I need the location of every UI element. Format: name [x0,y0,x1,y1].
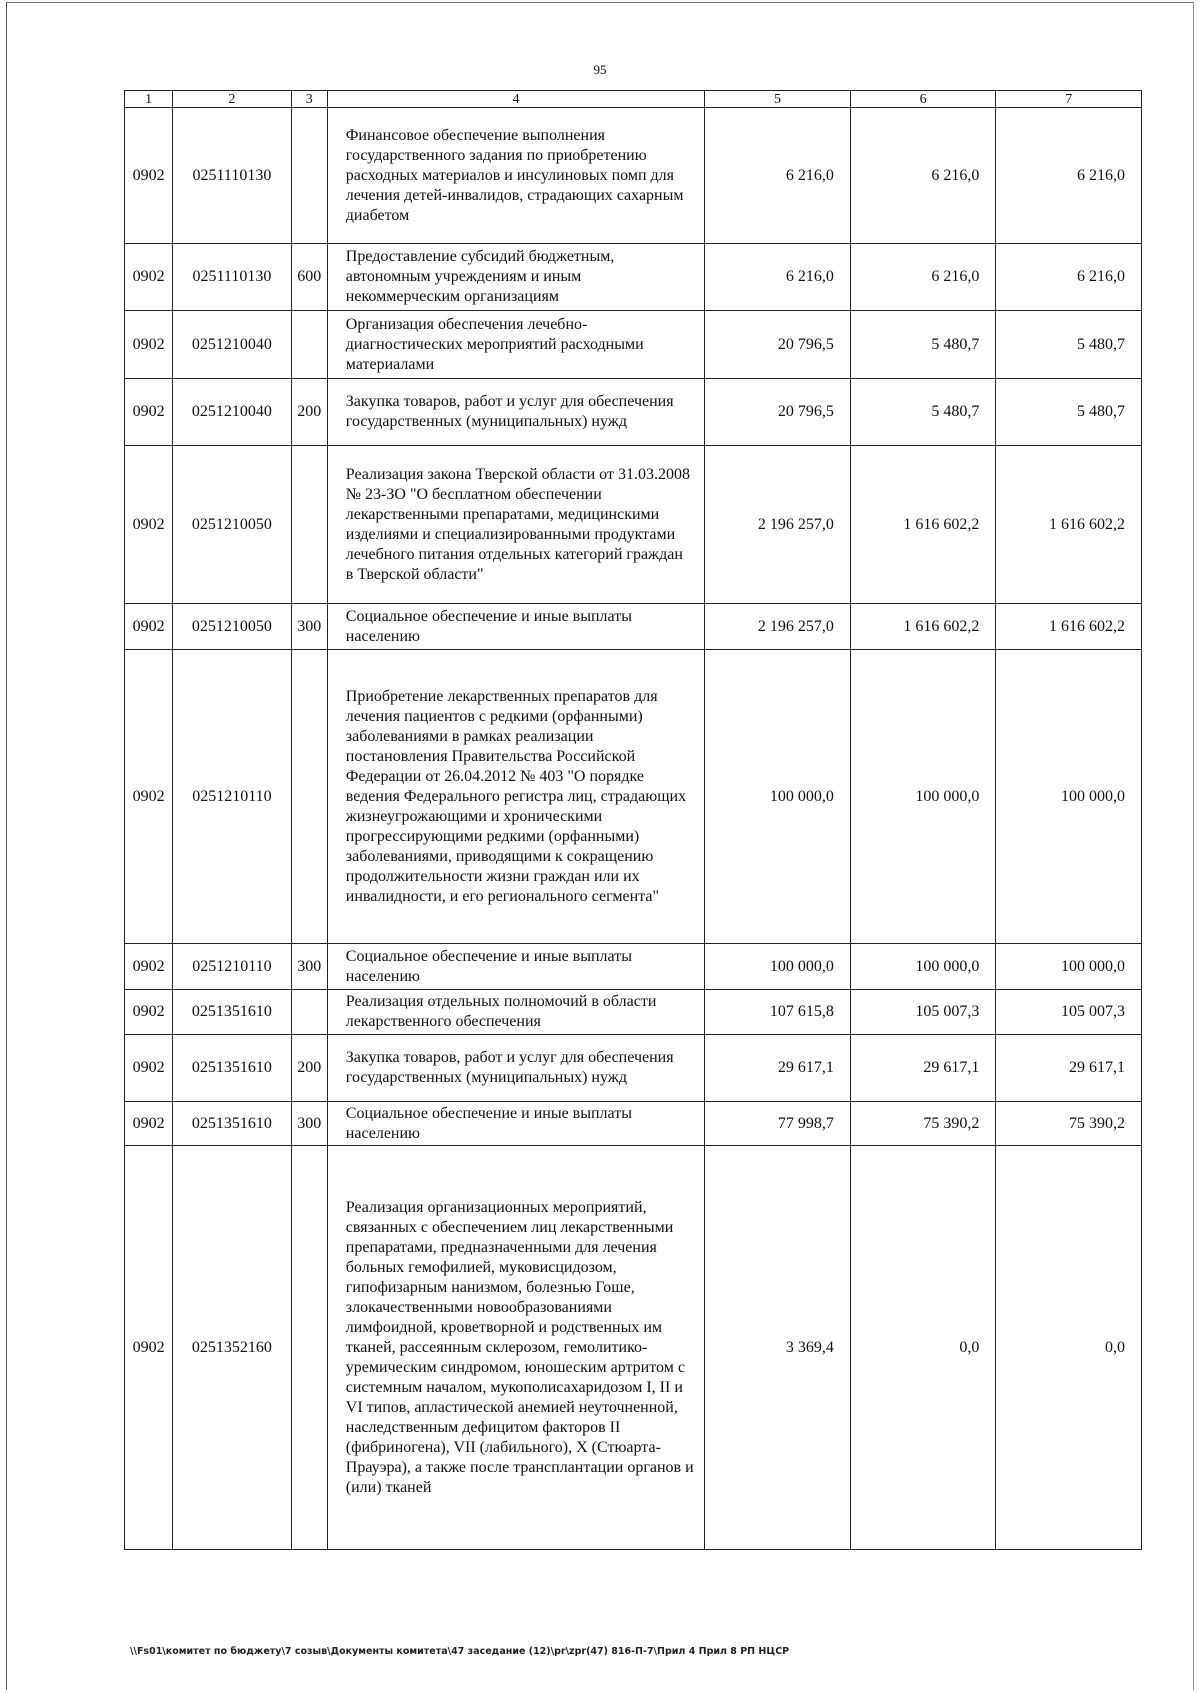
amount-col7: 0,0 [996,1146,1142,1550]
column-header: 1 [125,91,173,108]
amount-col7: 5 480,7 [996,311,1142,379]
section-code: 0902 [125,990,173,1035]
amount-col7: 105 007,3 [996,990,1142,1035]
section-code: 0902 [125,379,173,446]
amount-col5: 6 216,0 [705,108,851,244]
expense-type-code: 200 [291,1035,327,1102]
amount-col6: 29 617,1 [850,1035,996,1102]
expense-type-code: 300 [291,1102,327,1146]
amount-col7: 6 216,0 [996,244,1142,311]
amount-col5: 100 000,0 [705,650,851,944]
amount-col5: 3 369,4 [705,1146,851,1550]
amount-col5: 107 615,8 [705,990,851,1035]
amount-col5: 2 196 257,0 [705,604,851,650]
column-header: 2 [173,91,291,108]
item-description: Реализация отдельных полномочий в области лекарственного обеспечения [327,990,704,1035]
expense-type-code [291,108,327,244]
target-article-code: 0251210040 [173,311,291,379]
table-row [125,446,1142,604]
item-description: Организация обеспечения лечебно-диагностических мероприятий расходными материалами [327,311,704,379]
amount-col5: 20 796,5 [705,379,851,446]
amount-col6: 1 616 602,2 [850,604,996,650]
item-description: Финансовое обеспечение выполнения государственного задания по приобретению расходных материалов и инсулиновых помп для лечения детей-инвалидов, страдающих сахарным диабетом [327,108,704,244]
column-header: 3 [291,91,327,108]
amount-col7: 1 616 602,2 [996,604,1142,650]
table-row [125,944,1142,990]
amount-col7: 5 480,7 [996,379,1142,446]
target-article-code: 0251210040 [173,379,291,446]
amount-col6: 75 390,2 [850,1102,996,1146]
target-article-code: 0251210050 [173,446,291,604]
table-row [125,1102,1142,1146]
amount-col5: 100 000,0 [705,944,851,990]
amount-col6: 0,0 [850,1146,996,1550]
target-article-code: 0251351610 [173,1035,291,1102]
expense-type-code [291,311,327,379]
section-code: 0902 [125,650,173,944]
budget-table [124,90,1142,1550]
section-code: 0902 [125,108,173,244]
item-description: Реализация закона Тверской области от 31.03.2008 № 23-ЗО "О бесплатном обеспечении лекарственными препаратами, медицинскими изделиями и специализированными продуктами лечебного питания отдельных категорий граждан в Тверской области" [327,446,704,604]
item-description: Приобретение лекарственных препаратов для лечения пациентов с редкими (орфанными) заболеваниями в рамках реализации постановления Правительства Российской Федерации от 26.04.2012 № 403 "О порядке ведения Федерального регистра лиц, страдающих жизнеугрожающими и хроническими прогрессирующими редкими (орфанными) заболеваниями, приводящими к сокращению продолжительности жизни граждан или их инвалидности, и его регионального сегмента" [327,650,704,944]
footer-file-path: \\Fs01\комитет по бюджету\7 созыв\Документы комитета\47 заседание (12)\pr\zpr(47) 816-П-7\Прил 4 Прил 8 РП НЦСР [130,1646,790,1657]
amount-col7: 100 000,0 [996,650,1142,944]
page-number: 95 [593,62,607,77]
table-row [125,244,1142,311]
item-description: Реализация организационных мероприятий, связанных с обеспечением лиц лекарственными препаратами, предназначенными для лечения больных гемофилией, муковисцидозом, гипофизарным нанизмом, болезнью Гоше, злокачественными новообразованиями лимфоидной, кроветворной и родственных им тканей, рассеянным склерозом, гемолитико-уремическим синдромом, юношеским артритом с системным началом, мукополисахаридозом I, II и VI типов, апластической анемией неуточненной, наследственным дефицитом факторов II (фибриногена), VII (лабильного), X (Стюарта-Прауэра), а также после трансплантации органов и (или) тканей [327,1146,704,1550]
amount-col7: 6 216,0 [996,108,1142,244]
table-row [125,311,1142,379]
target-article-code: 0251351610 [173,1102,291,1146]
expense-type-code: 300 [291,604,327,650]
amount-col5: 77 998,7 [705,1102,851,1146]
column-header: 6 [850,91,996,108]
target-article-code: 0251210110 [173,650,291,944]
target-article-code: 0251210110 [173,944,291,990]
expense-type-code [291,650,327,944]
table-row [125,379,1142,446]
amount-col5: 6 216,0 [705,244,851,311]
item-description: Закупка товаров, работ и услуг для обеспечения государственных (муниципальных) нужд [327,379,704,446]
column-header: 7 [996,91,1142,108]
amount-col6: 6 216,0 [850,108,996,244]
amount-col6: 100 000,0 [850,944,996,990]
item-description: Закупка товаров, работ и услуг для обеспечения государственных (муниципальных) нужд [327,1035,704,1102]
amount-col6: 105 007,3 [850,990,996,1035]
section-code: 0902 [125,604,173,650]
section-code: 0902 [125,311,173,379]
section-code: 0902 [125,944,173,990]
item-description: Социальное обеспечение и иные выплаты населению [327,944,704,990]
item-description: Социальное обеспечение и иные выплаты населению [327,1102,704,1146]
expense-type-code: 200 [291,379,327,446]
amount-col7: 100 000,0 [996,944,1142,990]
section-code: 0902 [125,446,173,604]
amount-col5: 20 796,5 [705,311,851,379]
column-header: 5 [705,91,851,108]
table-row [125,1146,1142,1550]
item-description: Социальное обеспечение и иные выплаты населению [327,604,704,650]
target-article-code: 0251110130 [173,244,291,311]
amount-col7: 75 390,2 [996,1102,1142,1146]
section-code: 0902 [125,1102,173,1146]
amount-col5: 29 617,1 [705,1035,851,1102]
amount-col5: 2 196 257,0 [705,446,851,604]
table-row [125,604,1142,650]
item-description: Предоставление субсидий бюджетным, автономным учреждениям и иным некоммерческим организациям [327,244,704,311]
amount-col6: 100 000,0 [850,650,996,944]
amount-col7: 29 617,1 [996,1035,1142,1102]
amount-col7: 1 616 602,2 [996,446,1142,604]
expense-type-code [291,1146,327,1550]
amount-col6: 1 616 602,2 [850,446,996,604]
table-row [125,108,1142,244]
target-article-code: 0251352160 [173,1146,291,1550]
target-article-code: 0251351610 [173,990,291,1035]
table-row [125,1035,1142,1102]
table-row [125,650,1142,944]
column-header: 4 [327,91,704,108]
expense-type-code [291,990,327,1035]
expense-type-code: 600 [291,244,327,311]
expense-type-code: 300 [291,944,327,990]
section-code: 0902 [125,244,173,311]
section-code: 0902 [125,1035,173,1102]
amount-col6: 5 480,7 [850,311,996,379]
column-number-row [125,91,1142,108]
amount-col6: 5 480,7 [850,379,996,446]
target-article-code: 0251110130 [173,108,291,244]
amount-col6: 6 216,0 [850,244,996,311]
target-article-code: 0251210050 [173,604,291,650]
table-row [125,990,1142,1035]
section-code: 0902 [125,1146,173,1550]
expense-type-code [291,446,327,604]
